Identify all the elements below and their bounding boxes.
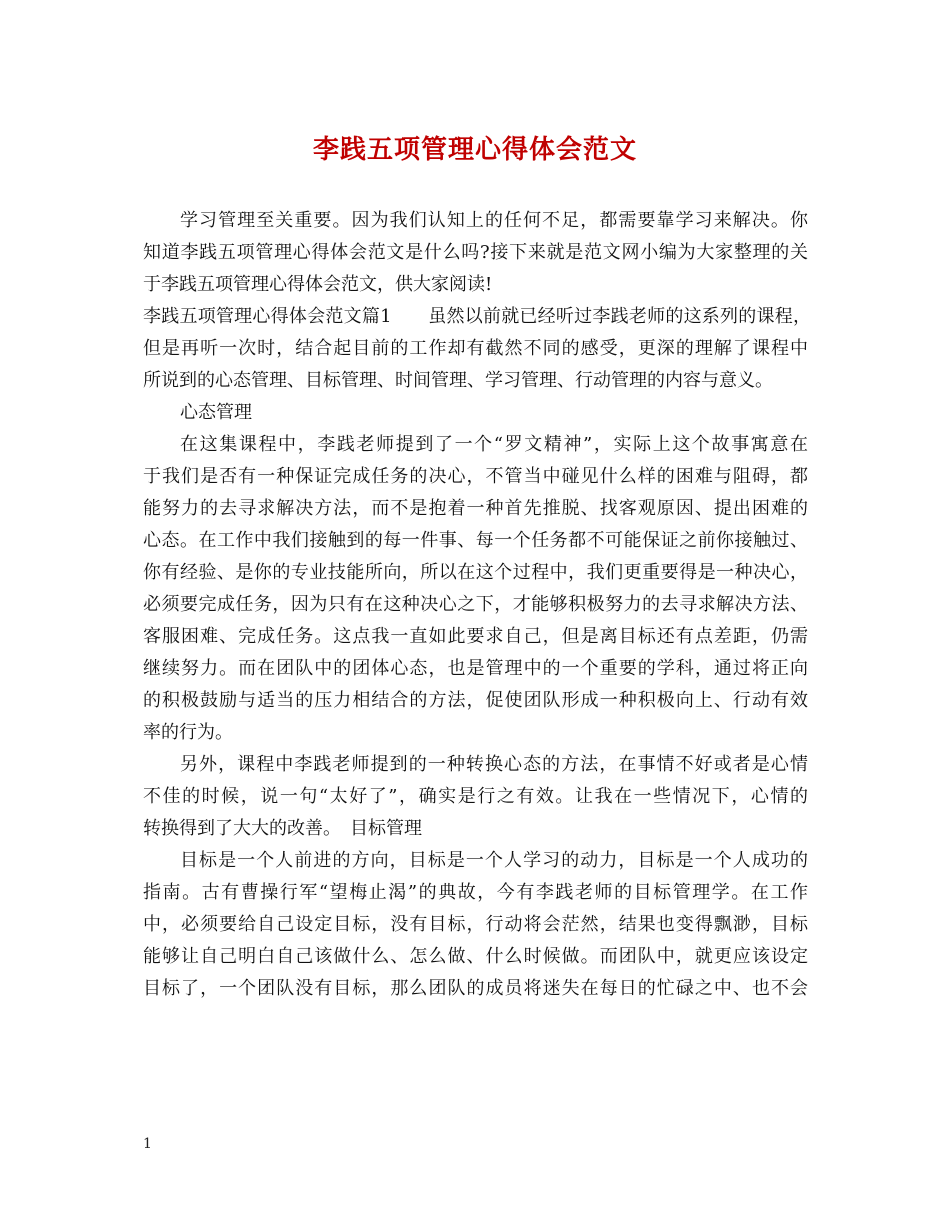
text-line: 心态。在工作中我们接触到的每一件事、每一个任务都不可能保证之前你接触过、 — [143, 530, 808, 551]
text-line: 能努力的去寻求解决方法，而不是抱着一种首先推脱、找客观原因、提出困难的 — [143, 498, 808, 519]
text-line: 继续努力。而在团队中的团体心态，也是管理中的一个重要的学科，通过将正向 — [143, 658, 808, 679]
text-line: 在这集课程中，李践老师提到了一个“罗文精神”，实际上这个故事寓意在 — [180, 434, 808, 455]
text-line: 转换得到了大大的改善。 目标管理 — [143, 818, 422, 839]
text-line: 但是再听一次时，结合起目前的工作却有截然不同的感受，更深的理解了课程中 — [143, 338, 808, 359]
text-line: 的积极鼓励与适当的压力相结合的方法，促使团队形成一种积极向上、行动有效 — [143, 690, 808, 711]
section-heading: 心态管理 — [180, 402, 252, 423]
document-title: 李践五项管理心得体会范文 — [312, 135, 637, 165]
text-line: 所说到的心态管理、目标管理、时间管理、学习管理、行动管理的内容与意义。 — [143, 370, 773, 391]
text-line: 另外，课程中李践老师提到的一种转换心态的方法，在事情不好或者是心情 — [180, 754, 808, 775]
text-line: 知道李践五项管理心得体会范文是什么吗?接下来就是范文网小编为大家整理的关 — [143, 242, 808, 263]
text-line: 于我们是否有一种保证完成任务的决心，不管当中碰见什么样的困难与阻碍，都 — [143, 466, 808, 487]
text-line: 李践五项管理心得体会范文篇1 虽然以前就已经听过李践老师的这系列的课程， — [143, 306, 811, 327]
text-line: 率的行为。 — [143, 722, 233, 743]
text-line: 目标了，一个团队没有目标，那么团队的成员将迷失在每日的忙碌之中、也不会 — [143, 978, 808, 999]
text-line: 客服困难、完成任务。这点我一直如此要求自己，但是离目标还有点差距，仍需 — [143, 626, 808, 647]
text-line: 指南。古有曹操行军“望梅止渴”的典故，今有李践老师的目标管理学。在工作 — [143, 882, 808, 903]
page-number: 1 — [143, 1136, 152, 1152]
text-line: 不佳的时候，说一句“太好了”，确实是行之有效。让我在一些情况下，心情的 — [143, 786, 808, 807]
text-line: 于李践五项管理心得体会范文，供大家阅读! — [143, 274, 493, 295]
text-line: 必须要完成任务，因为只有在这种决心之下，才能够积极努力的去寻求解决方法、 — [143, 594, 808, 615]
text-line: 你有经验、是你的专业技能所向，所以在这个过程中，我们更重要得是一种决心， — [143, 562, 808, 583]
text-line: 学习管理至关重要。因为我们认知上的任何不足，都需要靠学习来解决。你 — [180, 210, 808, 231]
text-line: 中，必须要给自己设定目标，没有目标，行动将会茫然，结果也变得飘渺，目标 — [143, 914, 808, 935]
text-line: 目标是一个人前进的方向，目标是一个人学习的动力，目标是一个人成功的 — [180, 850, 808, 871]
text-line: 能够让自己明白自己该做什么、怎么做、什么时候做。而团队中，就更应该设定 — [143, 946, 808, 967]
